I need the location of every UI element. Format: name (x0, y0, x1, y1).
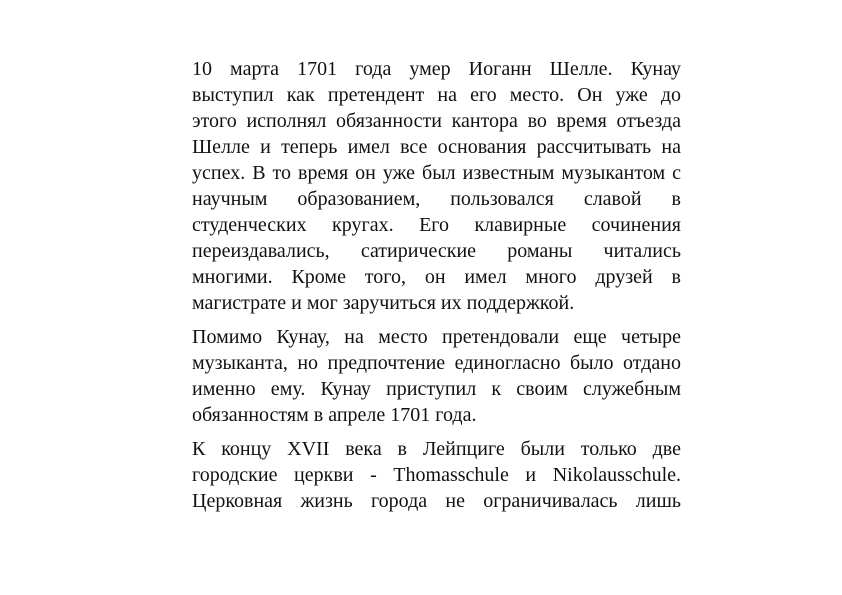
paragraph-1 (162, 56, 681, 316)
text-line: Церковная жизнь города не ограничивалась лишь (192, 490, 681, 512)
text-line: 10 марта 1701 года умер Иоганн Шелле. Кунау (192, 58, 681, 80)
text-line: городские церкви - Thomasschule и Nikolausschule. (192, 464, 681, 486)
text-line: студенческих кругах. Его клавирные сочинения (192, 214, 681, 236)
paragraph-3 (162, 436, 681, 514)
text-line: научным образованием, пользовался славой в (192, 188, 681, 210)
text-line: выступил как претендент на его место. Он уже до (192, 84, 681, 106)
paragraph-2 (162, 324, 681, 428)
text-line: К концу XVII века в Лейпциге были только две (192, 438, 681, 460)
text-line: успех. В то время он уже был известным музыкантом с (192, 162, 681, 184)
text-line: музыканта, но предпочтение единогласно было отдано (192, 352, 681, 374)
text-line: именно ему. Кунау приступил к своим служебным (192, 378, 681, 400)
text-line: этого исполнял обязанности кантора во время отъезда (192, 110, 681, 132)
text-line: Шелле и теперь имел все основания рассчитывать на (192, 136, 681, 158)
text-line: переиздавались, сатирические романы читались (192, 240, 681, 262)
text-line: магистрате и мог заручиться их поддержкой. (192, 292, 575, 314)
text-line: Помимо Кунау, на место претендовали еще четыре (192, 326, 681, 348)
text-line: многими. Кроме того, он имел много друзей в (192, 266, 681, 288)
text-line: обязанностям в апреле 1701 года. (192, 404, 477, 426)
document-page (162, 56, 681, 522)
